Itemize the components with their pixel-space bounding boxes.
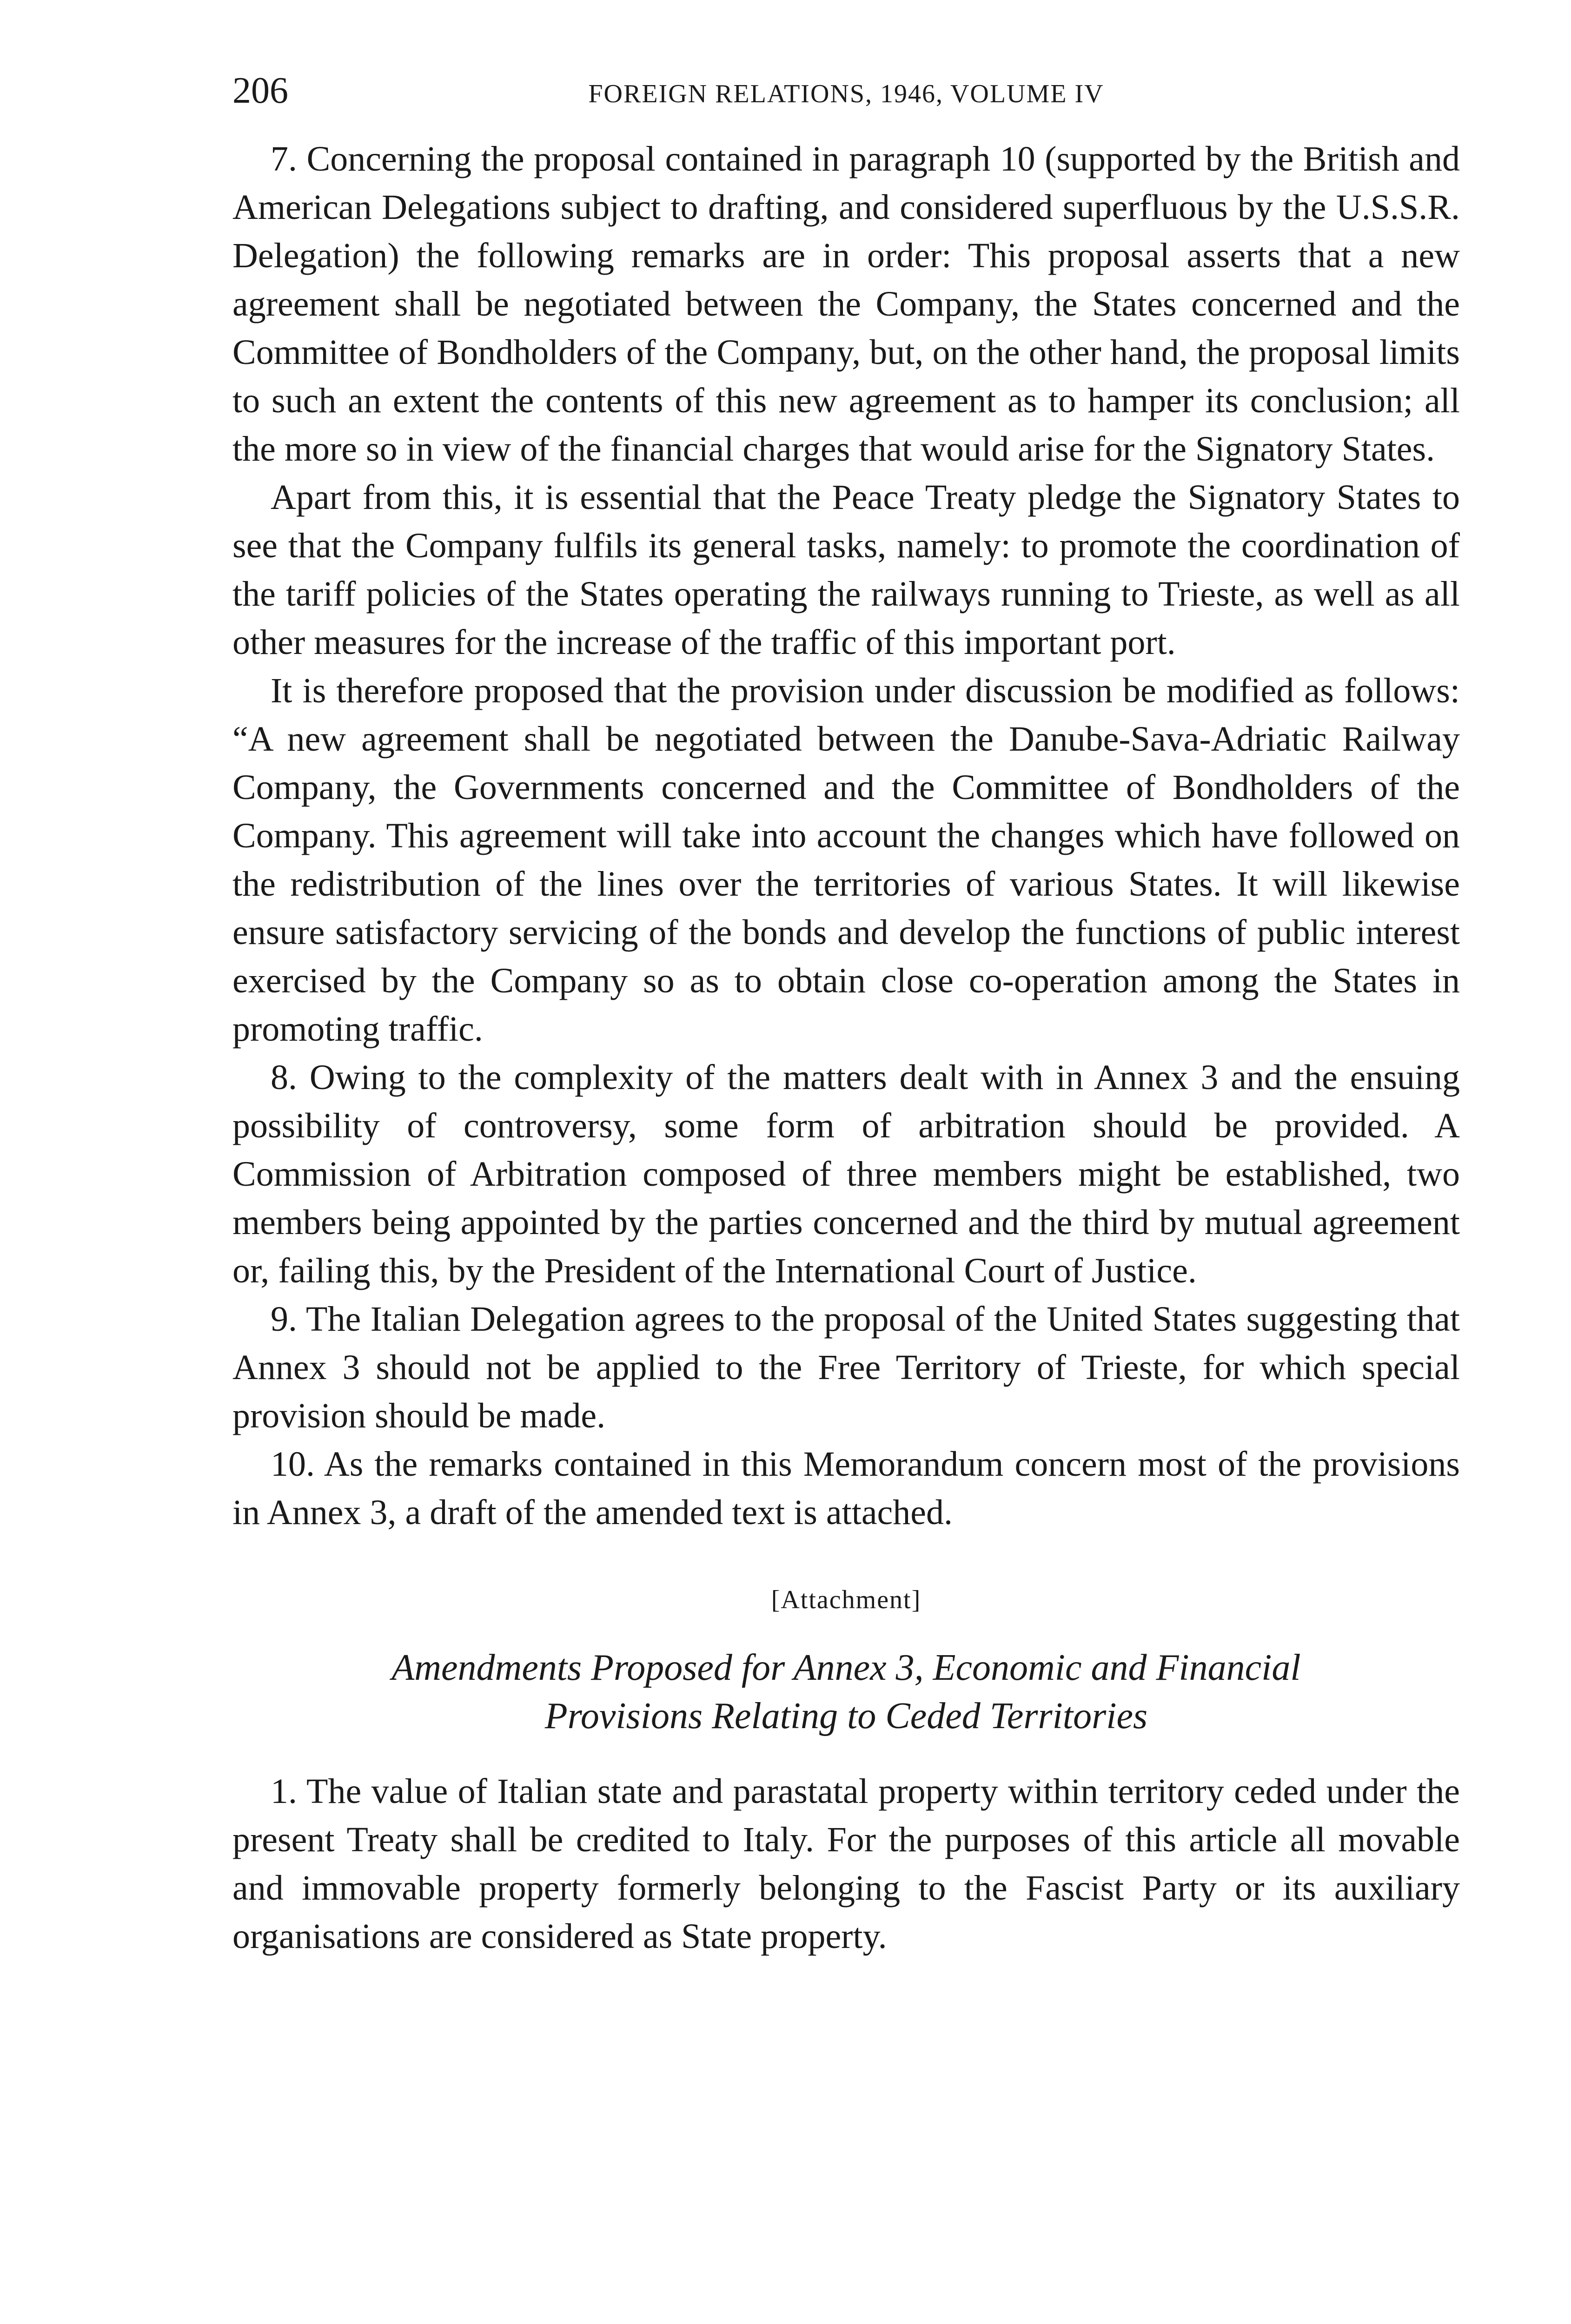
attachment-title-line-2: Provisions Relating to Ceded Territories [544, 1696, 1148, 1736]
paragraph-apart: Apart from this, it is essential that the Peace Treaty pledge the Signatory States to see that the Company fulfils its general tasks, namely: to promote the coordination of the tariff policies of the States operating the railways running to Trieste, as well as all other measures for the increase of the traffic of this important port. [232, 478, 1460, 662]
attachment-label: [Attachment] [771, 1585, 921, 1614]
attachment-title-line-1: Amendments Proposed for Annex 3, Economic and Financial [391, 1647, 1301, 1688]
page-header [232, 65, 1460, 135]
attachment-body [232, 1767, 1460, 1961]
body-text [232, 135, 1460, 1537]
paragraph-8: 8. Owing to the complexity of the matters dealt with in Annex 3 and the ensuing possibility of controversy, some form of arbitration should be provided. A Commission of Arbitration composed of three members might be established, two members being appointed by the parties concerned and the third by mutual agreement or, failing this, by the President of the International Court of Justice. [232, 1058, 1460, 1290]
paragraph-proposed-modification: It is therefore proposed that the provision under discussion be modified as follows: “A new agreement shall be negotiated between the Danube-Sava-Adriatic Railway Company, the Governments concerned and the Committee of Bondholders of the Company. This agreement will take into account the changes which have followed on the redistribution of the lines over the territories of various States. It will likewise ensure satisfactory servicing of the bonds and develop the functions of public interest exercised by the Company so as to obtain close co-operation among the States in promoting traffic. [232, 671, 1460, 1049]
paragraph-7: 7. Concerning the proposal contained in paragraph 10 (supported by the British and American Delegations subject to drafting, and considered superfluous by the U.S.S.R. Delegation) the following remarks are in order: This proposal asserts that a new agreement shall be negotiated between the Company, the States concerned and the Committee of Bondholders of the Company, but, on the other hand, the proposal limits to such an extent the contents of this new agreement as to hamper its conclusion; all the more so in view of the financial charges that would arise for the Signatory States. [232, 139, 1460, 469]
running-head: FOREIGN RELATIONS, 1946, VOLUME IV [588, 79, 1104, 108]
page-number: 206 [232, 70, 288, 111]
paragraph-10: 10. As the remarks contained in this Memorandum concern most of the provisions in Annex 3, a draft of the amended text is attached. [232, 1445, 1460, 1532]
attachment-title [232, 1644, 1460, 1740]
document-page [232, 65, 1460, 1961]
attachment-paragraph-1: 1. The value of Italian state and parastatal property within territory ceded under the present Treaty shall be credited to Italy. For the purposes of this article all movable and immovable property formerly belonging to the Fascist Party or its auxiliary organisations are considered as State property. [232, 1772, 1460, 1956]
paragraph-9: 9. The Italian Delegation agrees to the proposal of the United States suggesting that Annex 3 should not be applied to the Free Territory of Trieste, for which special provision should be made. [232, 1300, 1460, 1435]
